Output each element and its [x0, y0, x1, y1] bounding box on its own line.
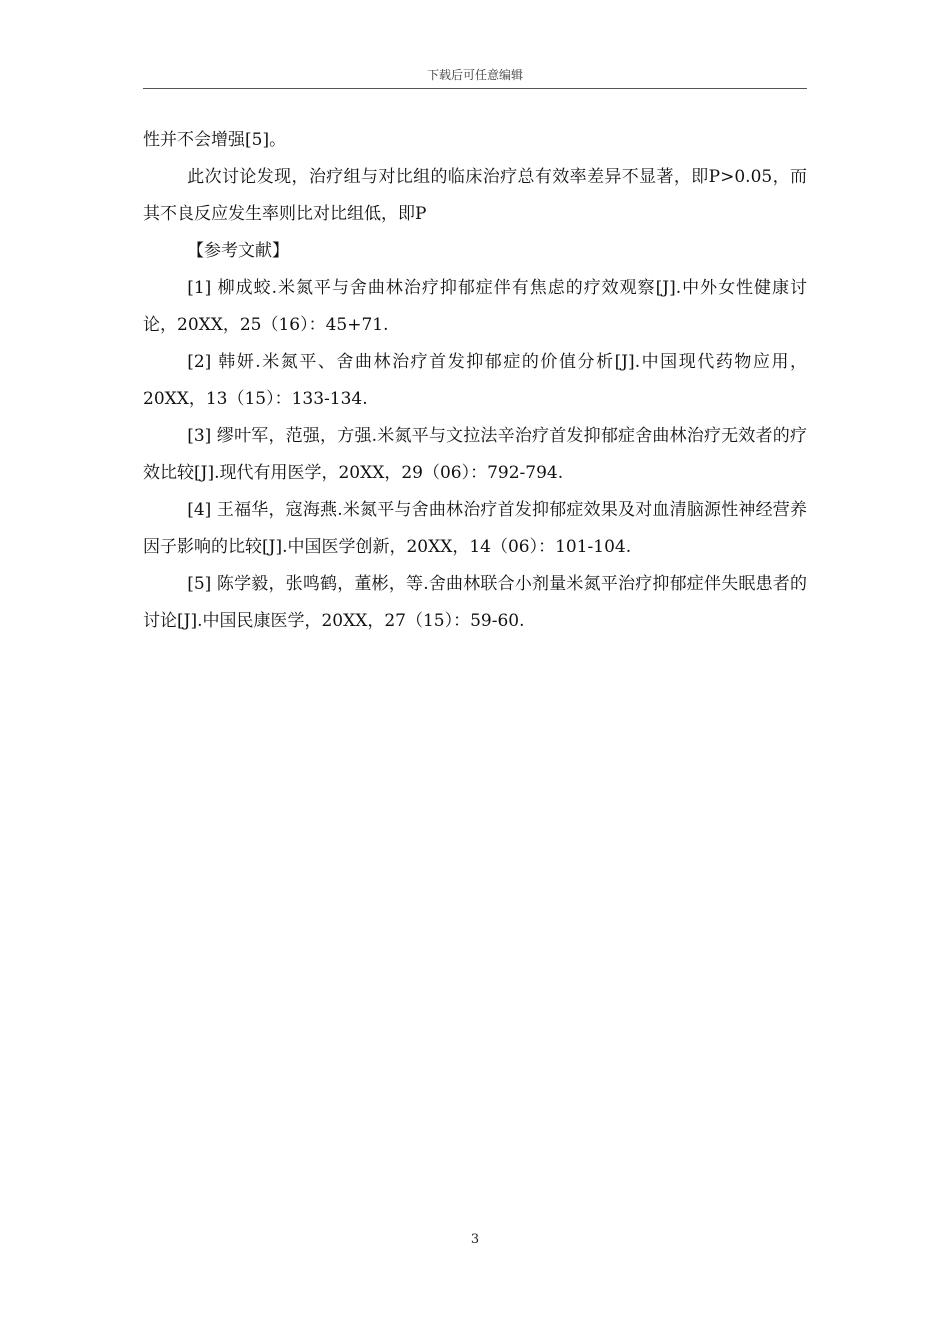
reference-item: [3] 缪叶军，范强，方强.米氮平与文拉法辛治疗首发抑郁症舍曲林治疗无效者的疗效比较[J].现代有用医学，20XX，29（06）：792-794.	[143, 426, 807, 483]
reference-item: [1] 柳成蛟.米氮平与舍曲林治疗抑郁症伴有焦虑的疗效观察[J].中外女性健康讨论，20XX，25（16）：45+71.	[143, 278, 807, 335]
body-paragraph: 此次讨论发现，治疗组与对比组的临床治疗总有效率差异不显著，即P>0.05，而其不良反应发生率则比对比组低，即P	[143, 167, 807, 224]
reference-item: [4] 王福华，寇海燕.米氮平与舍曲林治疗首发抑郁症效果及对血清脑源性神经营养因子影响的比较[J].中国医学创新，20XX，14（06）：101-104.	[143, 500, 807, 557]
header-rule	[143, 88, 807, 89]
page-number: 3	[470, 1232, 480, 1247]
reference-item: [2] 韩妍.米氮平、舍曲林治疗首发抑郁症的价值分析[J].中国现代药物应用，20XX，13（15）：133-134.	[143, 352, 807, 409]
document-body	[143, 122, 807, 640]
page-header: 下载后可任意编辑	[426, 68, 523, 82]
body-paragraph: 性并不会增强[5]。	[143, 130, 287, 150]
references-heading: 【参考文献】	[187, 241, 289, 261]
reference-item: [5] 陈学毅，张鸣鹤，董彬，等.舍曲林联合小剂量米氮平治疗抑郁症伴失眠患者的讨论[J].中国民康医学，20XX，27（15）：59-60.	[143, 574, 807, 631]
